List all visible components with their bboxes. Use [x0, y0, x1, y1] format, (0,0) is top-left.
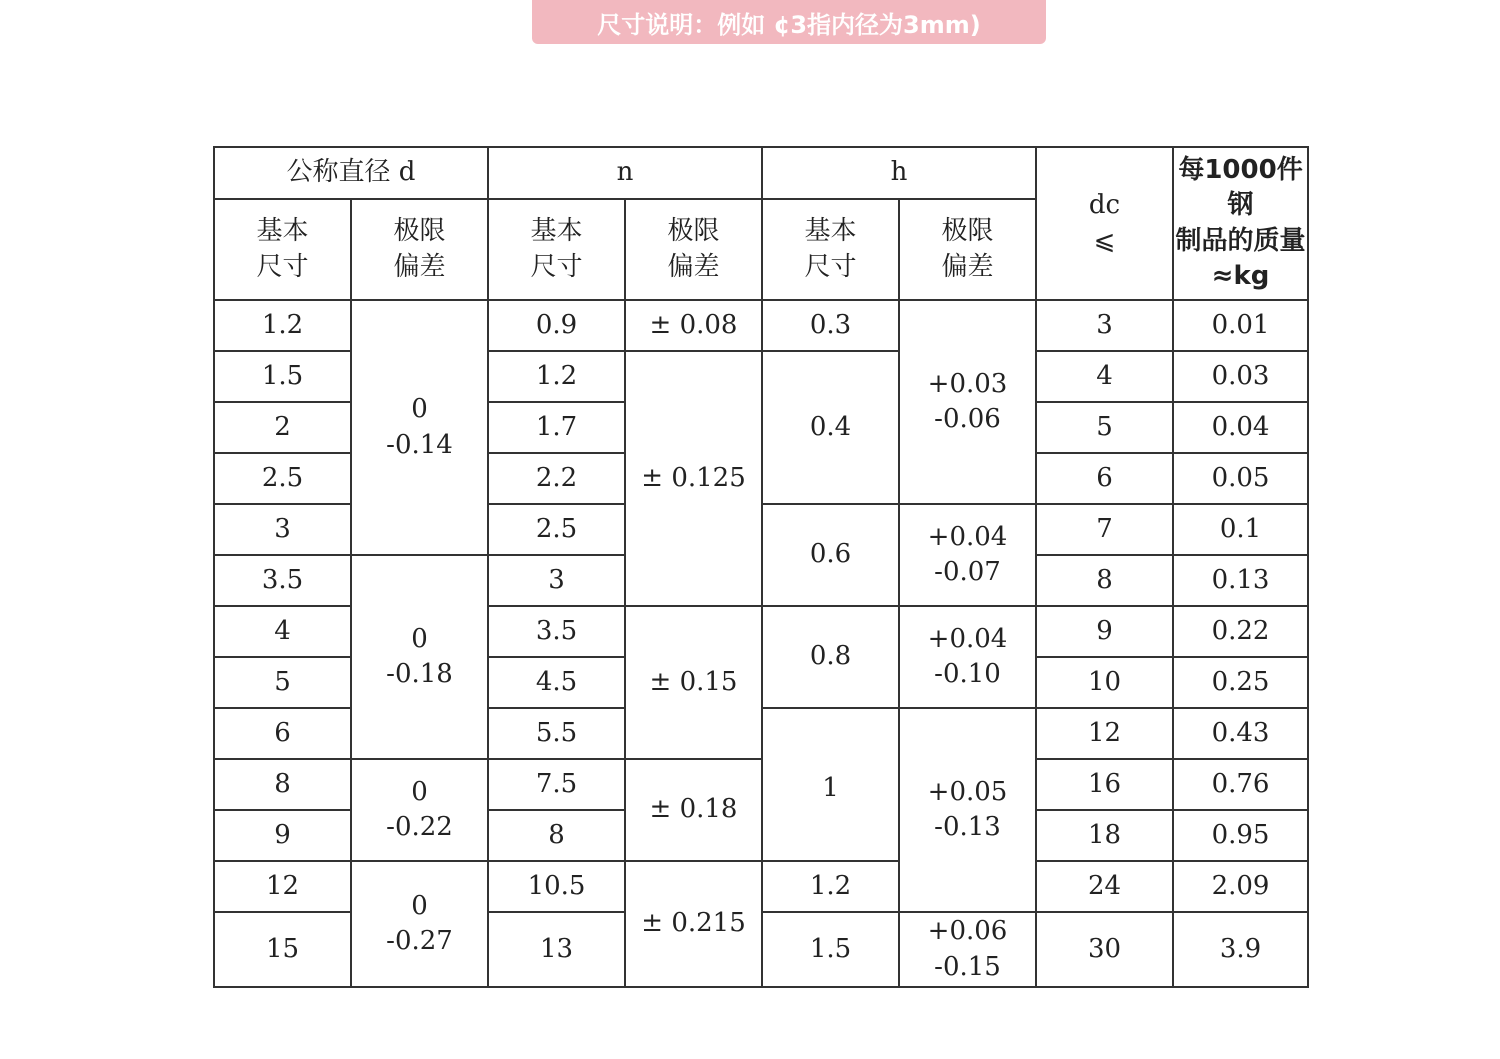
header-mass-line1: 每1000件钢: [1178, 155, 1303, 221]
dc-cell: 7: [1036, 504, 1173, 555]
h-tolerance-cell: [899, 300, 1036, 504]
mass-cell: 0.1: [1173, 504, 1308, 555]
header-dc-symbol: ⩽: [1093, 225, 1116, 256]
n-basic-cell: 7.5: [488, 759, 625, 810]
d-tolerance-cell: [351, 300, 488, 555]
label-line: 基本: [530, 216, 583, 247]
n-basic-cell: 2.2: [488, 453, 625, 504]
h-basic-cell: 1.2: [762, 861, 899, 912]
d-basic-cell: 12: [214, 861, 351, 912]
d-basic-cell: 8: [214, 759, 351, 810]
n-basic-cell: 8: [488, 810, 625, 861]
dc-cell: 4: [1036, 351, 1173, 402]
dc-cell: 18: [1036, 810, 1173, 861]
mass-cell: 0.13: [1173, 555, 1308, 606]
n-tolerance-cell: ± 0.125: [625, 351, 762, 606]
tol-lower: -0.22: [386, 812, 453, 842]
n-tolerance-cell: ± 0.15: [625, 606, 762, 759]
mass-cell: 0.43: [1173, 708, 1308, 759]
tol-upper: +0.06: [927, 916, 1008, 947]
n-tolerance-cell: ± 0.215: [625, 861, 762, 987]
h-tolerance-cell: [899, 912, 1036, 987]
header-d-basic: [214, 199, 351, 300]
n-basic-cell: 3.5: [488, 606, 625, 657]
split-pin-spec-table: [213, 146, 1309, 988]
d-basic-cell: 5: [214, 657, 351, 708]
h-basic-cell: 0.6: [762, 504, 899, 606]
n-basic-cell: 13: [488, 912, 625, 987]
tol-lower: -0.10: [934, 659, 1001, 689]
header-d-limit: [351, 199, 488, 300]
h-tolerance-cell: [899, 504, 1036, 606]
header-h-limit: [899, 199, 1036, 300]
tol-lower: -0.15: [934, 951, 1001, 982]
label-line: 尺寸: [530, 251, 583, 282]
dc-cell: 30: [1036, 912, 1173, 987]
h-basic-cell: 1: [762, 708, 899, 861]
tol-upper: 0: [411, 394, 428, 425]
h-tolerance-cell: [899, 606, 1036, 708]
tol-lower: -0.18: [386, 659, 453, 689]
mass-cell: 0.04: [1173, 402, 1308, 453]
dc-cell: 12: [1036, 708, 1173, 759]
header-mass-line3: ≈kg: [1211, 260, 1270, 291]
tol-upper: +0.04: [927, 521, 1008, 552]
n-basic-cell: 2.5: [488, 504, 625, 555]
d-basic-cell: 4: [214, 606, 351, 657]
header-nominal-diameter: 公称直径 d: [214, 147, 488, 199]
header-mass: [1173, 147, 1308, 300]
n-basic-cell: 10.5: [488, 861, 625, 912]
mass-cell: 0.03: [1173, 351, 1308, 402]
label-line: 基本: [256, 216, 309, 247]
d-basic-cell: 2: [214, 402, 351, 453]
h-tolerance-cell: [899, 708, 1036, 912]
d-basic-cell: 9: [214, 810, 351, 861]
tol-lower: -0.07: [934, 557, 1001, 587]
tol-upper: +0.03: [927, 368, 1008, 399]
n-tolerance-cell: ± 0.08: [625, 300, 762, 351]
mass-cell: 0.01: [1173, 300, 1308, 351]
mass-cell: 2.09: [1173, 861, 1308, 912]
d-basic-cell: 1.5: [214, 351, 351, 402]
size-note-banner: 尺寸说明：例如 ¢3指内径为3mm): [532, 0, 1046, 44]
tol-lower: -0.06: [934, 404, 1001, 434]
mass-cell: 0.05: [1173, 453, 1308, 504]
d-basic-cell: 2.5: [214, 453, 351, 504]
header-dc: [1036, 147, 1173, 300]
label-line: 尺寸: [804, 251, 857, 282]
h-basic-cell: 1.5: [762, 912, 899, 987]
label-line: 尺寸: [256, 251, 309, 282]
d-basic-cell: 3.5: [214, 555, 351, 606]
mass-cell: 0.25: [1173, 657, 1308, 708]
mass-cell: 3.9: [1173, 912, 1308, 987]
header-n-basic: [488, 199, 625, 300]
header-h-basic: [762, 199, 899, 300]
d-tolerance-cell: [351, 555, 488, 759]
dc-cell: 5: [1036, 402, 1173, 453]
n-basic-cell: 0.9: [488, 300, 625, 351]
tol-upper: +0.04: [927, 623, 1008, 654]
tol-lower: -0.27: [386, 926, 453, 956]
dc-cell: 9: [1036, 606, 1173, 657]
header-n-limit: [625, 199, 762, 300]
label-line: 偏差: [393, 251, 446, 282]
label-line: 极限: [941, 216, 994, 247]
dc-cell: 10: [1036, 657, 1173, 708]
dc-cell: 8: [1036, 555, 1173, 606]
label-line: 偏差: [667, 251, 720, 282]
header-dc-label: dc: [1088, 190, 1121, 221]
tol-upper: 0: [411, 890, 428, 921]
tol-upper: 0: [411, 623, 428, 654]
h-basic-cell: 0.4: [762, 351, 899, 504]
label-line: 极限: [667, 216, 720, 247]
mass-cell: 0.22: [1173, 606, 1308, 657]
dc-cell: 16: [1036, 759, 1173, 810]
tol-lower: -0.13: [934, 812, 1001, 842]
d-tolerance-cell: [351, 861, 488, 987]
mass-cell: 0.95: [1173, 810, 1308, 861]
n-basic-cell: 3: [488, 555, 625, 606]
tol-upper: 0: [411, 776, 428, 807]
mass-cell: 0.76: [1173, 759, 1308, 810]
n-basic-cell: 4.5: [488, 657, 625, 708]
label-line: 偏差: [941, 251, 994, 282]
n-tolerance-cell: ± 0.18: [625, 759, 762, 861]
label-line: 基本: [804, 216, 857, 247]
header-n: n: [488, 147, 762, 199]
h-basic-cell: 0.8: [762, 606, 899, 708]
d-basic-cell: 3: [214, 504, 351, 555]
n-basic-cell: 1.7: [488, 402, 625, 453]
n-basic-cell: 1.2: [488, 351, 625, 402]
d-tolerance-cell: [351, 759, 488, 861]
h-basic-cell: 0.3: [762, 300, 899, 351]
d-basic-cell: 15: [214, 912, 351, 987]
n-basic-cell: 5.5: [488, 708, 625, 759]
header-h: h: [762, 147, 1036, 199]
tol-upper: +0.05: [927, 776, 1008, 807]
header-mass-line2: 制品的质量: [1175, 225, 1306, 256]
dc-cell: 3: [1036, 300, 1173, 351]
dc-cell: 6: [1036, 453, 1173, 504]
d-basic-cell: 6: [214, 708, 351, 759]
dc-cell: 24: [1036, 861, 1173, 912]
label-line: 极限: [393, 216, 446, 247]
d-basic-cell: 1.2: [214, 300, 351, 351]
tol-lower: -0.14: [386, 429, 453, 460]
